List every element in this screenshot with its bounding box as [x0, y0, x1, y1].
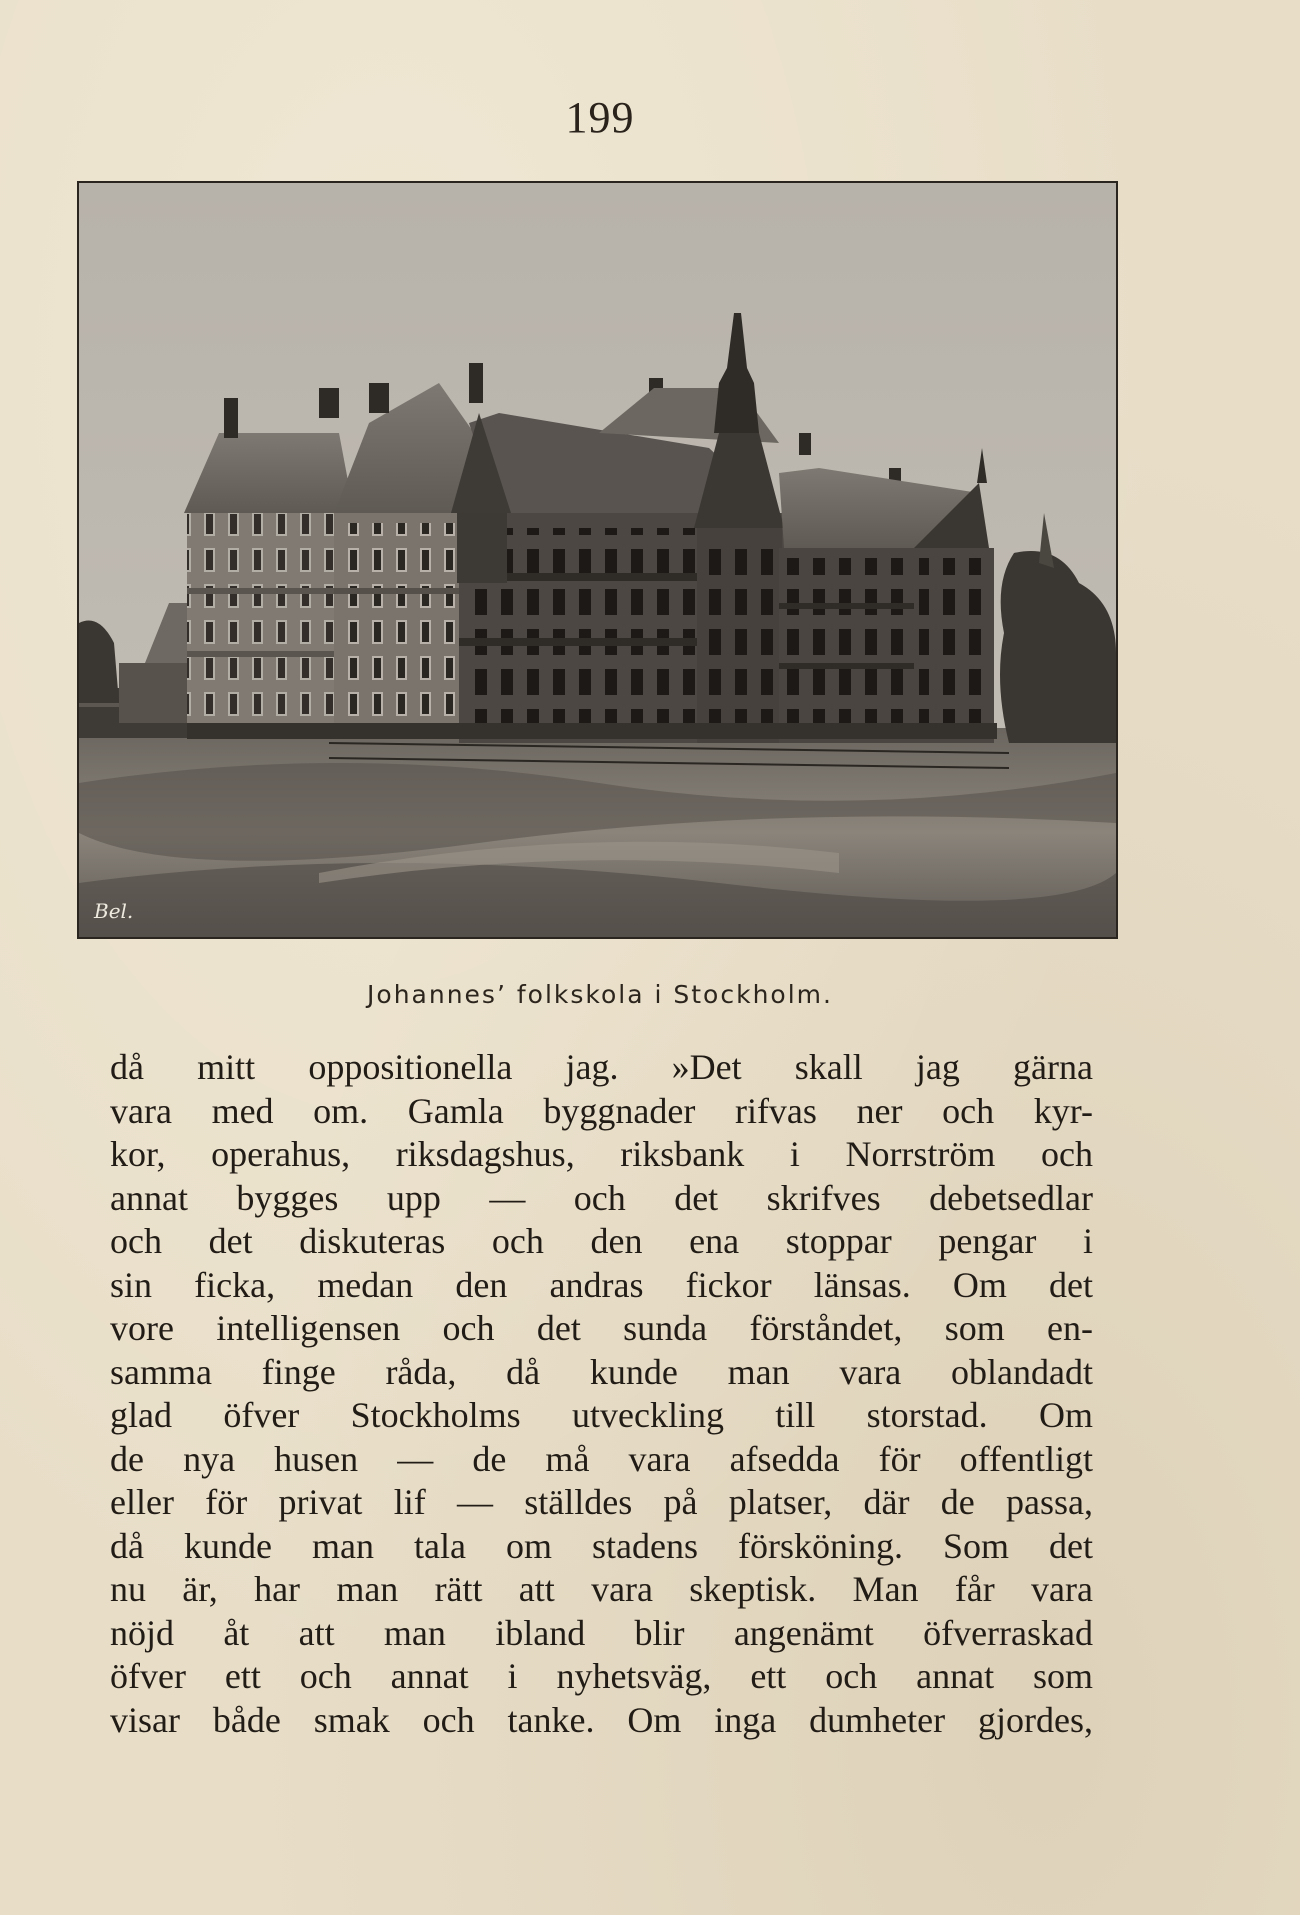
text-line: annat bygges upp — och det skrifves debetsedlar	[110, 1177, 1093, 1218]
text-line: nu är, har man rätt att vara skeptisk. Man får vara	[110, 1569, 1093, 1609]
text-line: och det diskuteras och den ena stoppar pengar i	[110, 1221, 1093, 1261]
text-line: vara med om. Gamla byggnader rifvas ner och kyr-	[110, 1090, 1093, 1131]
body-text	[110, 1046, 1093, 1742]
text-line: öfver ett och annat i nyhetsväg, ett och annat som	[110, 1656, 1093, 1696]
text-line: visar både smak och tanke. Om inga dumheter gjordes,	[110, 1699, 1093, 1740]
photo-plate	[77, 181, 1118, 939]
text-line: nöjd åt att man ibland blir angenämt öfverraskad	[110, 1612, 1093, 1653]
photo-signature: Bel.	[94, 899, 134, 923]
school-building-photo	[79, 183, 1116, 937]
text-line: glad öfver Stockholms utveckling till storstad. Om	[110, 1395, 1093, 1435]
text-line: då mitt oppositionella jag. »Det skall jag gärna	[110, 1047, 1093, 1087]
text-line: kor, operahus, riksdagshus, riksbank i Norrström och	[110, 1134, 1093, 1174]
text-line: eller för privat lif — ställdes på platser, där de passa,	[110, 1482, 1093, 1522]
page-number: 199	[565, 93, 635, 142]
text-line: de nya husen — de må vara afsedda för offentligt	[110, 1438, 1093, 1479]
text-line: då kunde man tala om stadens försköning. Som det	[110, 1525, 1093, 1566]
figure-caption: Johannes’ folkskola i Stockholm.	[367, 980, 833, 1009]
text-line: samma finge råda, då kunde man vara oblandadt	[110, 1351, 1093, 1392]
text-line: sin ficka, medan den andras fickor länsas. Om det	[110, 1264, 1093, 1305]
text-line: vore intelligensen och det sunda förståndet, som en-	[110, 1308, 1093, 1348]
